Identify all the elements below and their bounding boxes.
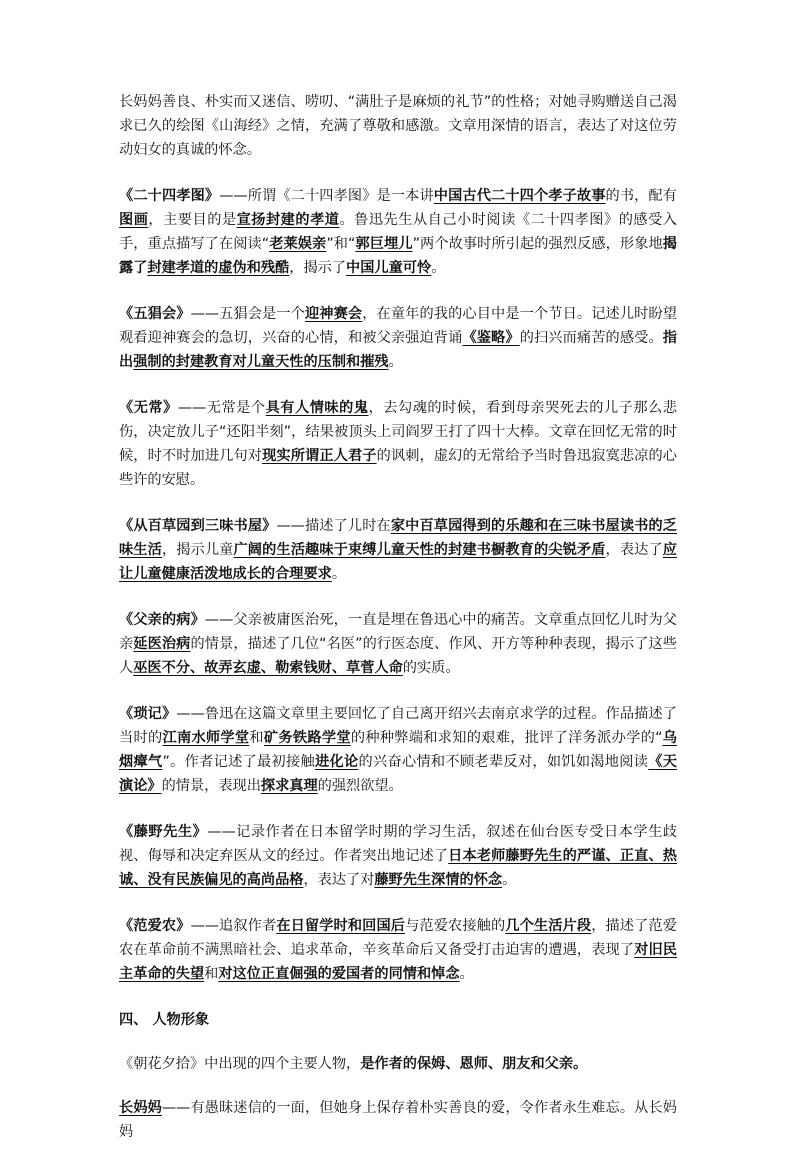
paragraph-main-characters: 《朝花夕拾》中出现的四个主要人物，是作者的保姆、恩师、朋友和父亲。 (119, 1056, 588, 1072)
work-title: 《藤野先生》 (119, 824, 208, 840)
work-title: 《二十四孝图》 (119, 188, 220, 204)
paragraph-fan-ainong: 《范爱农》——追叙作者在日留学时和回国后与范爱农接触的几个生活片段，描述了范爱农在革命前不满黑暗社会、追求革命，辛亥革命后又备受打击迫害的遭遇，表现了对旧民主革命的失望和对这位正直倔强的爱国者的同情和悼念。 (119, 918, 677, 982)
paragraph-wuchanghui: 《五猖会》——五猖会是一个迎神赛会，在童年的我的心目中是一个节日。记述儿时盼望观看迎神赛会的急切，兴奋的心情，和被父亲强迫背诵《鉴略》的扫兴而痛苦的感受。指出强制的封建教育对儿童天性的压制和摧残。 (119, 306, 677, 370)
work-title: 《五猖会》 (119, 306, 191, 322)
work-title: 《范爱农》 (119, 918, 191, 934)
work-title: 《琐记》 (119, 706, 177, 722)
paragraph-suoji: 《琐记》——鲁迅在这篇文章里主要回忆了自己离开绍兴去南京求学的过程。作品描述了当时的江南水师学堂和矿务铁路学堂的种种弊端和求知的艰难，批评了洋务派办学的“乌烟瘴气”。作者记述了最初接触进化论的兴奋心情和不顾老辈反对，如饥如渴地阅读《天演论》的情景，表现出探求真理的强烈欲望。 (119, 706, 677, 794)
document-page (119, 90, 677, 1166)
work-title: 《无常》 (119, 400, 178, 416)
paragraph-fuqin-debing: 《父亲的病》——父亲被庸医治死，一直是埋在鲁迅心中的痛苦。文章重点回忆儿时为父亲延医治病的情景，描述了几位“名医”的行医态度、作风、开方等种种表现，揭示了这些人巫医不分、故弄玄虚、勒索钱财、草菅人命的实质。 (119, 612, 677, 676)
work-title: 《父亲的病》 (119, 612, 205, 628)
paragraph-baicaoyuan: 《从百草园到三味书屋》——描述了儿时在家中百草园得到的乐趣和在三味书屋读书的乏味生活，揭示儿童广阔的生活趣味于束缚儿童天性的封建书橱教育的尖锐矛盾，表达了应让儿童健康活泼地成长的合理要求。 (119, 518, 677, 582)
paragraph-tengye-xiansheng: 《藤野先生》——记录作者在日本留学时期的学习生活，叙述在仙台医专受日本学生歧视、侮辱和决定弃医从文的经过。作者突出地记述了日本老师藤野先生的严谨、正直、热诚、没有民族偏见的高尚品格，表达了对藤野先生深情的怀念。 (119, 824, 677, 888)
character-name: 长妈妈 (119, 1100, 162, 1116)
paragraph-wuchang: 《无常》——无常是个具有人情味的鬼，去勾魂的时候，看到母亲哭死去的儿子那么悲伤，决定放儿子“还阳半刻”，结果被顶头上司阎罗王打了四十大棒。文章在回忆无常的时候，时不时加进几句对现实所谓正人君子的讽刺，虚幻的无常给予当时鲁迅寂寞悲凉的心些许的安慰。 (119, 400, 677, 488)
work-title: 《从百草园到三味书屋》 (119, 518, 277, 534)
paragraph-changmama-summary: 长妈妈善良、朴实而又迷信、唠叨、“满肚子是麻烦的礼节”的性格；对她寻购赠送自己渴求已久的绘图《山海经》之情，充满了尊敬和感激。文章用深情的语言，表达了对这位劳动妇女的真诚的怀念。 (119, 94, 677, 158)
paragraph-ershisi-xiaotu: 《二十四孝图》——所谓《二十四孝图》是一本讲中国古代二十四个孝子故事的书，配有图画，主要目的是宣扬封建的孝道。鲁迅先生从自己小时阅读《二十四孝图》的感受入手，重点描写了在阅读“老莱娱亲”和“郭巨埋儿”两个故事时所引起的强烈反感，形象地揭露了封建孝道的虚伪和残酷，揭示了中国儿童可怜。 (119, 188, 677, 276)
section-heading: 四、 人物形象 (119, 1012, 210, 1028)
paragraph-changmama: 长妈妈——有愚昧迷信的一面，但她身上保存着朴实善良的爱，令作者永生难忘。从长妈妈 (119, 1100, 677, 1140)
